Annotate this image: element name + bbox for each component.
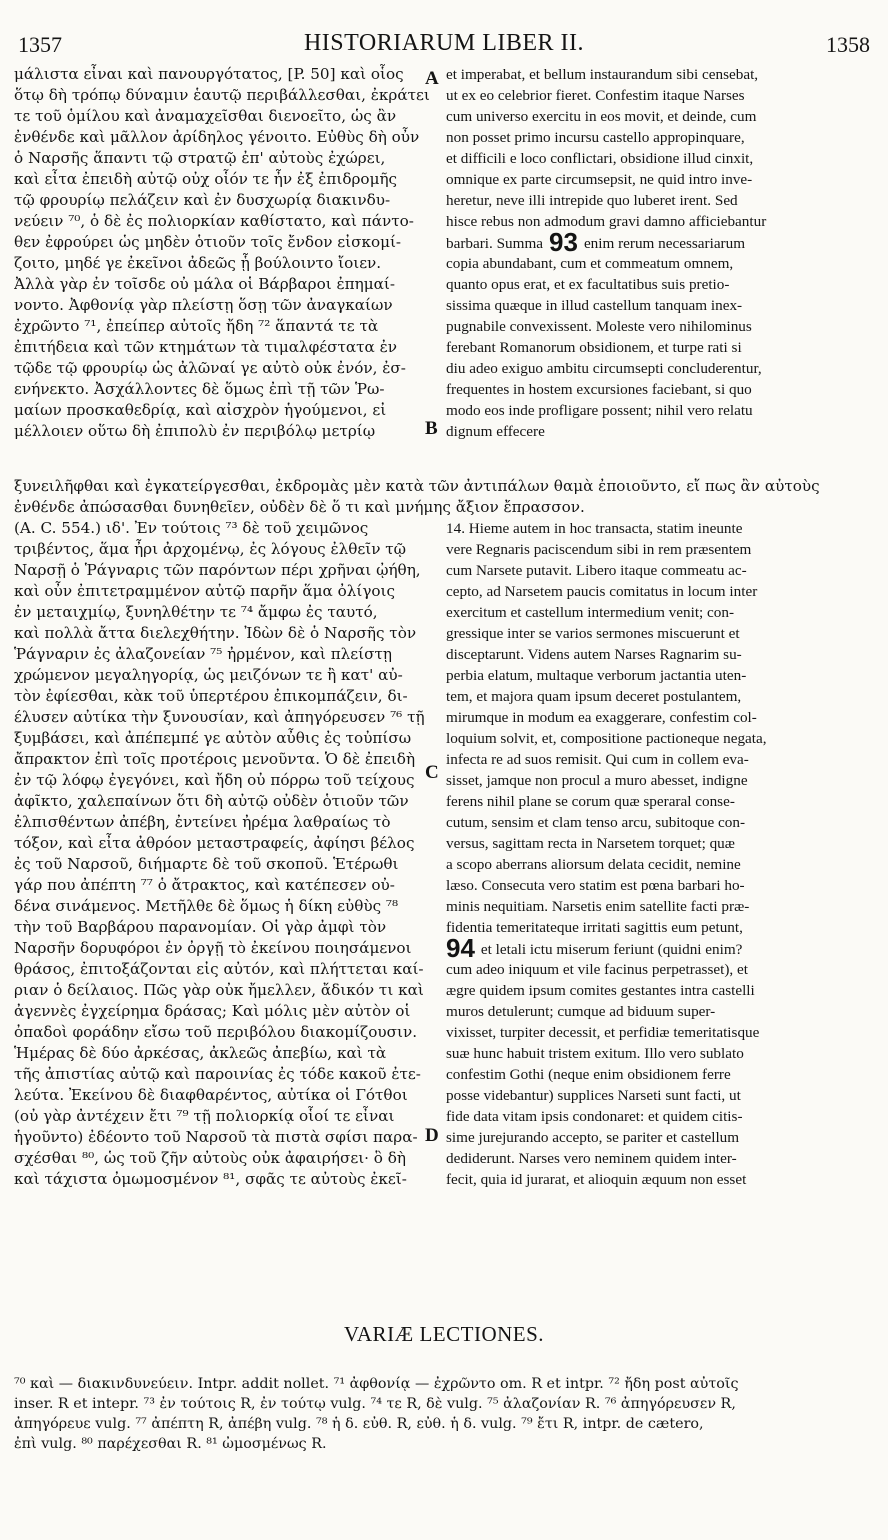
greek-line: Ναρσῆν δορυφόροι ἐν ὀργῇ τὸ ἐκείνου ποιησάμενοι bbox=[14, 939, 412, 957]
latin-line: heretur, neve illi intrepide quo luberet irent. Sed bbox=[446, 192, 738, 209]
greek-line: καὶ εἶτα ἐπειδὴ αὐτῷ οὐχ οἷόν τε ἦν ἐξ ἐπιδρομῆς bbox=[14, 170, 398, 188]
margin-letter-c: C bbox=[425, 762, 439, 783]
greek-line: νεύειν ⁷⁰, ὁ δὲ ἐς πολιορκίαν καθίστατο, καὶ πάντο- bbox=[14, 212, 414, 230]
latin-line: vere Regnaris paciscendum sibi in rem præsentem bbox=[446, 541, 752, 558]
latin-line: disceptarunt. Videns autem Narses Ragnarim su- bbox=[446, 646, 742, 663]
latin-line: fidentia temeritateque irritati sagittis eum petunt, bbox=[446, 919, 743, 936]
latin-line: hisce rebus non admodum gravi damno afficiebantur bbox=[446, 213, 767, 230]
note-line: ἐπὶ vulg. ⁸⁰ παρέχεσθαι R. ⁸¹ ὠμοσμένως R. bbox=[14, 1436, 327, 1452]
greek-fullwidth-lines bbox=[14, 476, 874, 518]
greek-line: γάρ που ἀπέπτη ⁷⁷ ὁ ἄτρακτος, καὶ κατέπεσεν οὐ- bbox=[14, 876, 395, 894]
greek-fullwidth-line: ξυνειλῆφθαι καὶ ἐγκατείργεσθαι, ἐκδρομὰς μὲν κατὰ τῶν ἀντιπάλων θαμὰ ἐποιοῦντο, εἴ πως ἂν αὐτοὺς bbox=[14, 477, 820, 495]
latin-line: sisset, jamque non procul a muro abesset, indigne bbox=[446, 772, 748, 789]
latin-line: cum adeo iniquum et vile facinus perpetrasset), et bbox=[446, 961, 748, 978]
latin-line: dediderunt. Narses vero neminem quidem inter- bbox=[446, 1150, 737, 1167]
latin-line: copia abundabant, cum et commeatum omnem, bbox=[446, 255, 734, 272]
greek-line: θεν ἐφρούρει ὡς μηδὲν ὁτιοῦν τοῖς ἔνδον εἰσκομί- bbox=[14, 233, 402, 251]
greek-line: ἡγοῦντο) ἐδέοντο τοῦ Ναρσοῦ τὰ πιστὰ σφίσι παρα- bbox=[14, 1128, 418, 1146]
greek-line: τριβέντος, ἅμα ἦρι ἀρχομένῳ, ἐς λόγους ἐλθεῖν τῷ bbox=[14, 540, 407, 558]
greek-line: ἐχρῶντο ⁷¹, ἐπείπερ αὐτοῖς ἤδη ⁷² ἅπαντά τε τὰ bbox=[14, 317, 379, 335]
latin-line: diu adeo exiguo ambitu circumsepti concluderentur, bbox=[446, 360, 762, 377]
margin-letter-a: A bbox=[425, 68, 439, 89]
greek-line: καὶ τάχιστα ὀμωμοσμένον ⁸¹, σφᾶς τε αὐτοὺς ἐκεῖ- bbox=[14, 1170, 407, 1188]
latin-line: non posset primo incursu castello appropinquare, bbox=[446, 129, 745, 146]
latin-line: sissima quæque in illud castellum tanquam inex- bbox=[446, 297, 743, 314]
greek-line: ἀγεννὲς ἐγχείρημα δράσας; Καὶ μόλις μὲν αὐτὸν οἱ bbox=[14, 1002, 411, 1020]
latin-line: dignum effecere bbox=[446, 423, 545, 440]
greek-line: Ἀλλὰ γὰρ ἐν τοῖσδε οὐ μάλα οἱ Βάρβαροι ἐπημαί- bbox=[14, 275, 395, 293]
greek-line: ἐλπισθέντων ἀπέβη, ἐντείνει ἠρέμα λαθραίως τὸ bbox=[14, 813, 391, 831]
latin-line: omnique ex parte circumsepsit, ne quid intro inve- bbox=[446, 171, 753, 188]
latin-line: perbia elatum, multaque verborum jactantia uten- bbox=[446, 667, 747, 684]
greek-line: τῷδε τῷ φρουρίῳ ὡς ἀλῶναί γε αὐτὸ οὐκ ἐνόν, ἐσ- bbox=[14, 359, 406, 377]
running-title: HISTORIARUM LIBER II. bbox=[303, 30, 585, 56]
greek-line: Ἡμέρας δὲ δύο ἀρκέσας, ἀκλεῶς ἀπεβίω, καὶ τὰ bbox=[14, 1044, 387, 1062]
latin-line: 14. Hieme autem in hoc transacta, statim ineunte bbox=[446, 520, 743, 537]
latin-line: modo eos inde profligare possent; nihil vero relatu bbox=[446, 402, 753, 419]
latin-line: cum universo exercitu in eos movit, et deinde, cum bbox=[446, 108, 757, 125]
greek-line: ενήνεκτο. Ἀσχάλλοντες δὲ ὅμως ἐπὶ τῇ τῶν Ῥω- bbox=[14, 380, 385, 398]
latin-line: exercitum et castellum intermedium venit; con- bbox=[446, 604, 735, 621]
latin-line: confestim Gothi (neque enim obsidionem ferre bbox=[446, 1066, 731, 1083]
latin-line-text: et letali ictu miserum feriunt (quidni enim? bbox=[480, 941, 743, 958]
greek-line: τε τοῦ ὁμίλου καὶ ἀναμαχεῖσθαι διενοεῖτο, ὡς ἂν bbox=[14, 107, 397, 125]
latin-line: muros detulerunt; cumque ad biduum super- bbox=[446, 1003, 716, 1020]
greek-line: ἐν τῷ λόφῳ ἐγεγόνει, καὶ ἤδη οὐ πόρρω τοῦ τείχους bbox=[14, 771, 415, 789]
greek-line: καὶ οὖν ἐπιτετραμμένον αὐτῷ παρῆν ἅμα ὀλίγοις bbox=[14, 582, 396, 600]
greek-line: τῆς ἀπιστίας αὐτῷ καὶ παροινίας ἐς τόδε κακοῦ ἐτε- bbox=[14, 1065, 421, 1083]
latin-line: cum Narsete putavit. Libero itaque commeatu ac- bbox=[446, 562, 747, 579]
margin-letter-b: B bbox=[425, 418, 438, 439]
greek-line: τῷ φρουρίῳ πελάζειν καὶ ἐν δυσχωρίᾳ διακινδυ- bbox=[14, 191, 391, 209]
greek-line: τόξον, καὶ εἶτα ἀθρόον μεταστραφείς, ἀφίησι βέλος bbox=[14, 834, 415, 852]
latin-line: ægre quidem ipsum comites gestantes intra castelli bbox=[446, 982, 755, 999]
latin-line: et difficili e loco conflictari, obsidione illud cinxit, bbox=[446, 150, 754, 167]
latin-line: quanto opus erat, et ex facultatibus suis pretio- bbox=[446, 276, 730, 293]
greek-line: (A. C. 554.) ιδ'. Ἐν τούτοις ⁷³ δὲ τοῦ χειμῶνος bbox=[14, 519, 369, 537]
greek-line: μαίων προσκαθεδρίᾳ, καὶ αἰσχρὸν ἡγούμενοι, εἰ bbox=[14, 401, 387, 419]
greek-line: ριαν ὁ δείλαιος. Πῶς γὰρ οὐκ ἤμελλεν, ἄδικόν τι καὶ bbox=[14, 981, 424, 999]
greek-line: σχέσθαι ⁸⁰, ὡς τοῦ ζῆν αὐτοὺς οὐκ ἀφαιρήσει· ὃ δὴ bbox=[14, 1149, 407, 1167]
latin-line: posse videbantur) supplices Narseti sunt facti, ut bbox=[446, 1087, 741, 1104]
greek-fullwidth-line: ἐνθένδε ἀπώσασθαι δυνηθεῖεν, οὐδὲν δὲ ὅ τι καὶ μνήμης ἄξιον ἔπρασσον. bbox=[14, 498, 585, 516]
latin-line: sime jurejurando accepto, se pariter et castellum bbox=[446, 1129, 740, 1146]
greek-line: ἐς τοῦ Ναρσοῦ, διήμαρτε δὲ τοῦ σκοποῦ. Ἑτέρωθι bbox=[14, 855, 399, 873]
latin-line: a scopo aberrans aliorsum delata cecidit, nemine bbox=[446, 856, 741, 873]
latin-line: loquium solvit, et, compositione pactioneque negata, bbox=[446, 730, 767, 747]
latin-line: pugnabile convexissent. Moleste vero nihilominus bbox=[446, 318, 752, 335]
margin-letter-d: D bbox=[425, 1125, 439, 1146]
greek-line: έλυσεν αὐτίκα τὴν ξυνουσίαν, καὶ ἀπηγόρευσεν ⁷⁶ τῇ bbox=[14, 708, 425, 726]
greek-line: τὴν τοῦ Βαρβάρου παρανομίαν. Οἱ γὰρ ἀμφὶ τὸν bbox=[14, 918, 387, 936]
page-number-right: 1358 bbox=[826, 32, 870, 57]
latin-line: ferebant Romanorum obsidionem, et turpe rati si bbox=[446, 339, 742, 356]
note-line: ἀπηγόρευε vulg. ⁷⁷ ἀπέπτη R, ἀπέβη vulg. ⁷⁸ ἡ δ. εὐθ. R, εὐθ. ἡ δ. vulg. ⁷⁹ ἔτι R, intpr. de cætero, bbox=[14, 1416, 704, 1432]
greek-line: (οὐ γὰρ ἀντέχειν ἔτι ⁷⁹ τῇ πολιορκίᾳ οἷοί τε εἶναι bbox=[14, 1107, 395, 1125]
greek-line: ἐπιτήδεια καὶ τῶν κτημάτων τὰ τιμαλφέστατα ἐν bbox=[14, 338, 397, 356]
variae-lectiones-heading: VARIÆ LECTIONES. bbox=[343, 1322, 545, 1346]
greek-line: ἐνθένδε καὶ μᾶλλον ἀρίδηλος γένοιτο. Εὐθὺς δὴ οὖν bbox=[14, 128, 420, 146]
latin-line: fide data vitam ipsis condonaret: et quidem citis- bbox=[446, 1108, 743, 1125]
greek-line: λεύτα. Ἐκείνου δὲ διαφθαρέντος, αὐτίκα οἱ Γότθοι bbox=[14, 1086, 408, 1104]
greek-line: μέλλοιεν οὕτω δὴ ἐπιπολὺ ἐν περιβόλῳ μετρίῳ bbox=[14, 422, 376, 440]
latin-line: minis nequitiam. Narsetis enim satellite facti præ- bbox=[446, 898, 750, 915]
latin-line: cepto, ad Narsetem paucis comitatus in locum inter bbox=[446, 583, 758, 600]
greek-line: ἐν μεταιχμίῳ, ξυνηλθέτην τε ⁷⁴ ἄμφω ἐς ταυτό, bbox=[14, 603, 378, 621]
greek-line: θράσος, ἐπιτοξάζονται εἰς αὐτόν, καὶ πλήττεται καί- bbox=[14, 960, 424, 978]
latin-line-text: enim rerum necessariarum bbox=[583, 235, 746, 252]
latin-line: mirumque in modum ea exaggerare, confestim col- bbox=[446, 709, 757, 726]
greek-line: καὶ πολλὰ ἄττα διελεχθήτην. Ἰδὼν δὲ ὁ Ναρσῆς τὸν bbox=[14, 624, 417, 642]
latin-line: cutum, sensim et clam tenso arcu, subitoque con- bbox=[446, 814, 746, 831]
greek-column-top bbox=[14, 64, 430, 442]
latin-line: et imperabat, et bellum instaurandum sibi censebat, bbox=[446, 66, 759, 83]
greek-column-bottom bbox=[14, 518, 430, 1190]
section-number-93: 93 bbox=[549, 232, 578, 253]
latin-line bbox=[446, 938, 872, 959]
greek-line: χρώμενον μεγαληγορίᾳ, ὡς μειζόνων τε ἢ κατ' αὐ- bbox=[14, 666, 403, 684]
greek-line: μάλιστα εἶναι καὶ πανουργότατος, [P. 50] καὶ οἷος bbox=[14, 65, 404, 83]
latin-line: fecit, quia id jurarat, et alioquin æquum non esset bbox=[446, 1171, 747, 1188]
greek-line: ὁ Ναρσῆς ἅπαντι τῷ στρατῷ ἐπ' αὐτοὺς ἐχώρει, bbox=[14, 149, 386, 167]
greek-line: τὸν ἐφίεσθαι, κὰκ τοῦ ὑπερτέρου ἐπικομπάζειν, δι- bbox=[14, 687, 408, 705]
greek-line: ἄπρακτον ἐπὶ τοῖς προτέροις μενοῦντα. Ὁ δὲ ἐπειδὴ bbox=[14, 750, 416, 768]
latin-line: infecta re ad suos remisit. Qui cum in collem eva- bbox=[446, 751, 749, 768]
page-header bbox=[10, 28, 878, 68]
greek-line: ζοιτο, μηδέ γε ἐκεῖνοι ἀδεῶς ᾗ βούλοιντο ἴοιεν. bbox=[14, 254, 382, 272]
note-line: ⁷⁰ καὶ — διακινδυνεύειν. Intpr. addit nollet. ⁷¹ ἀφθονίᾳ — ἐχρῶντο om. R et intpr. ⁷² ἤδη post αὐτοῖς bbox=[14, 1376, 739, 1392]
latin-line: tem, et majora quam ipsum deceret postulantem, bbox=[446, 688, 742, 705]
latin-column-top bbox=[446, 64, 872, 442]
page-number-left: 1357 bbox=[18, 32, 62, 57]
latin-line-text: barbari. Summa bbox=[446, 235, 544, 252]
latin-line: vixisset, turpiter decessit, et perfidiæ temeritatisque bbox=[446, 1024, 760, 1041]
latin-line: ferens nihil plane se corum quæ speraral conse- bbox=[446, 793, 735, 810]
greek-line: Ναρσῇ ὁ Ῥάγναρις τῶν παρόντων πέρι χρῆναι ᾠήθη, bbox=[14, 561, 421, 579]
greek-line: ἀφῖκτο, χαλεπαίνων ὅτι δὴ αὐτῷ οὐδὲν ὁτιοῦν τῶν bbox=[14, 792, 409, 810]
greek-line: δένα σινάμενος. Μετῆλθε δὲ ὅμως ἡ δίκη εὐθὺς ⁷⁸ bbox=[14, 897, 399, 915]
greek-line: νοντο. Ἀφθονίᾳ γὰρ πλείστῃ ὅσῃ τῶν ἀναγκαίων bbox=[14, 296, 393, 314]
greek-line: Ῥάγναριν ἐς ἀλαζονείαν ⁷⁵ ἠρμένον, καὶ πλείστῃ bbox=[14, 645, 392, 663]
greek-line: ὅτῳ δὴ τρόπῳ δύναμιν ἑαυτῷ περιβάλλεσθαι, ἐκράτει bbox=[14, 86, 430, 104]
greek-line: ξυμβάσει, καὶ ἀπέπεμπέ γε αὐτὸν αὖθις ἐς τοὐπίσω bbox=[14, 729, 412, 747]
note-line: inser. R et intepr. ⁷³ ἐν τούτοις R, ἐν τούτῳ vulg. ⁷⁴ τε R, δὲ vulg. ⁷⁵ ἀλαζονίαν R. ⁷⁶ ἀπηγόρευσεν R, bbox=[14, 1396, 736, 1412]
latin-line bbox=[446, 232, 872, 253]
variant-readings-notes bbox=[14, 1374, 876, 1454]
latin-line: gressique inter se varios sermones miscuerunt et bbox=[446, 625, 740, 642]
section-number-94: 94 bbox=[446, 938, 475, 959]
latin-line: ut ex eo celebrior fieret. Confestim itaque Narses bbox=[446, 87, 745, 104]
greek-line: ὀπαδοὶ φοράδην εἴσω τοῦ περιβόλου διακομίζουσιν. bbox=[14, 1023, 418, 1041]
latin-line: suæ hunc habuit tristem exitum. Illo vero sublato bbox=[446, 1045, 744, 1062]
latin-line: versus, sagittam recta in Narsetem torquet; quæ bbox=[446, 835, 735, 852]
latin-line: læso. Consecuta vero statim est pœna barbari ho- bbox=[446, 877, 745, 894]
latin-line: frequentes in hostem excursiones faciebant, si quo bbox=[446, 381, 752, 398]
latin-column-bottom bbox=[446, 518, 872, 1190]
